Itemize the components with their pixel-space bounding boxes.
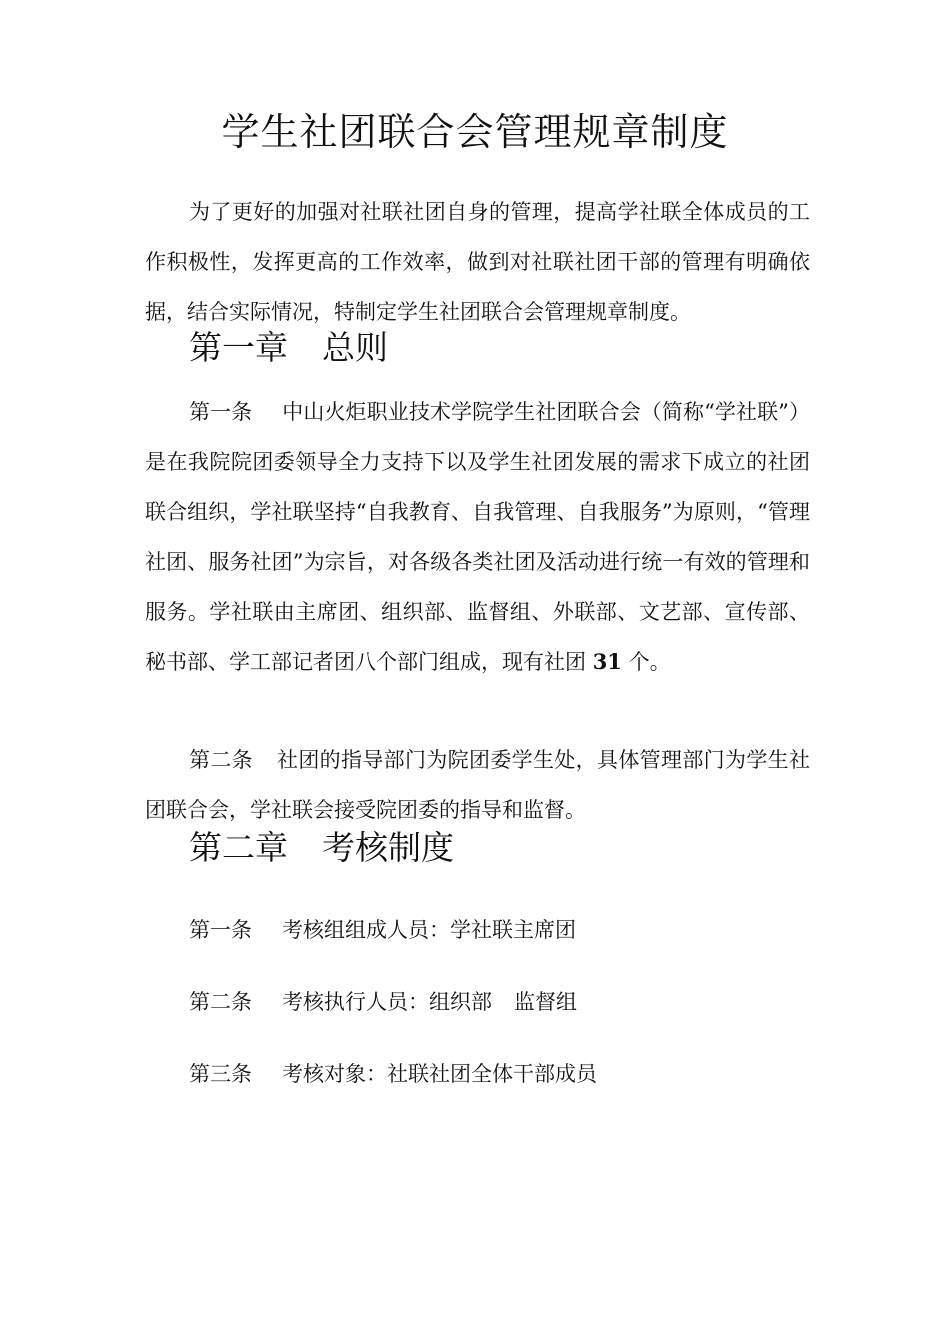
article-text: 考核对象：社联社团全体干部成员 <box>282 1062 597 1086</box>
article-label: 第二条 <box>189 990 252 1014</box>
article-text-end: 个。 <box>628 650 671 674</box>
chapter-1-heading <box>189 324 388 372</box>
chapter-2-name: 考核制度 <box>322 828 454 867</box>
chapter-1-number: 第一章 <box>189 328 288 367</box>
chapter-2-article-3 <box>189 1056 597 1092</box>
article-label: 第三条 <box>189 1062 252 1086</box>
article-text: 考核执行人员：组织部 <box>282 990 492 1014</box>
chapter-1-article-1 <box>145 387 810 687</box>
club-count: 31 <box>592 649 622 674</box>
article-text-b: 监督组 <box>514 990 577 1014</box>
intro-paragraph: 为了更好的加强对社联社团自身的管理，提高学社联全体成员的工作积极性，发挥更高的工作效率，做到对社联社团干部的管理有明确依据，结合实际情况，特制定学生社团联合会管理规章制度。 <box>145 200 810 324</box>
article-label: 第一条 <box>189 918 252 942</box>
article-text: 考核组组成人员：学社联主席团 <box>282 918 576 942</box>
article-label: 第一条 <box>189 400 253 424</box>
chapter-2-heading <box>189 824 454 872</box>
article-label: 第二条 <box>189 748 253 772</box>
article-text: 中山火炬职业技术学院学生社团联合会（简称“学社联”）是在我院院团委领导全力支持下以及学生社团发展的需求下成立的社团联合组织，学社联坚持“自我教育、自我管理、自我服务”为原则，“管理社团、服务社团”为宗旨，对各级各类社团及活动进行统一有效的管理和服务。学社联由主席团、组织部、监督组、外联部、文艺部、宣传部、秘书部、学工部记者团八个部门组成，现有社团 <box>145 400 810 674</box>
article-text: 社团的指导部门为院团委学生处，具体管理部门为学生社团联合会，学社联会接受院团委的指导和监督。 <box>145 748 810 822</box>
chapter-1-article-2 <box>145 735 810 835</box>
document-title: 学生社团联合会管理规章制度 <box>221 110 729 154</box>
chapter-2-article-2 <box>189 984 577 1020</box>
chapter-2-article-1 <box>189 912 576 948</box>
chapter-1-name: 总则 <box>322 328 388 367</box>
chapter-2-number: 第二章 <box>189 828 288 867</box>
